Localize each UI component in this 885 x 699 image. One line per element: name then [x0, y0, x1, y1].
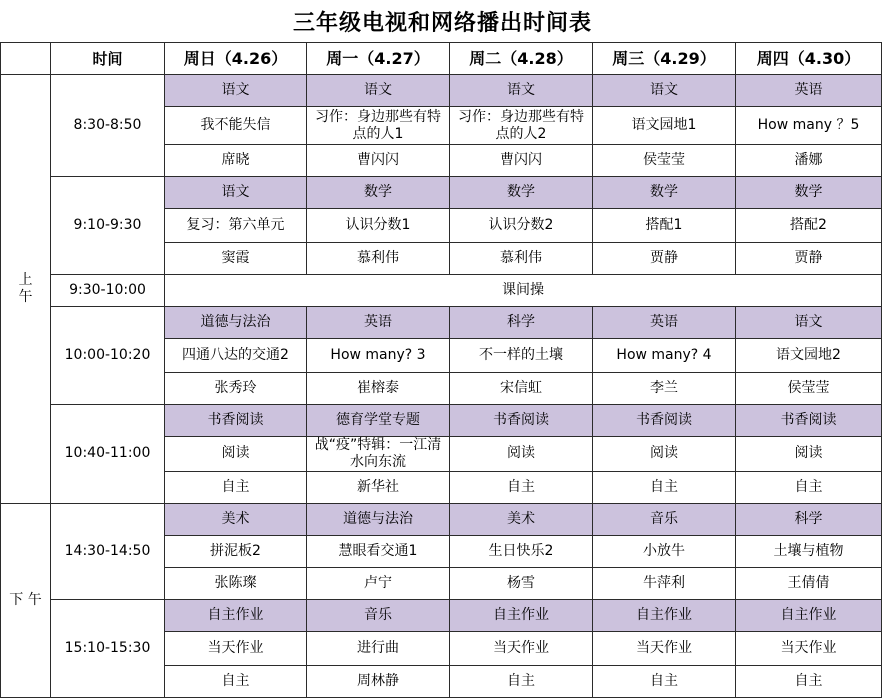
- topic-cell: 习作：身边那些有特点的人1: [307, 107, 450, 145]
- subject-cell: 道德与法治: [307, 503, 450, 535]
- subject-cell: 数学: [450, 177, 593, 209]
- subject-cell: 英语: [736, 75, 882, 107]
- break-row: [1, 275, 882, 307]
- teacher-cell: 新华社: [307, 471, 450, 503]
- teacher-cell: 潘娜: [736, 145, 882, 177]
- period-morning-label: 上午: [18, 272, 33, 305]
- topic-cell: 拼泥板2: [165, 535, 307, 567]
- period-afternoon: [1, 503, 51, 697]
- period-morning: [1, 75, 51, 504]
- teacher-cell: 卢宁: [307, 567, 450, 599]
- teacher-cell: 曹闪闪: [307, 145, 450, 177]
- topic-cell: 搭配2: [736, 209, 882, 243]
- subject-cell: 道德与法治: [165, 307, 307, 339]
- teacher-cell: 张陈璨: [165, 567, 307, 599]
- subject-cell: 美术: [450, 503, 593, 535]
- subject-cell: 科学: [450, 307, 593, 339]
- teacher-cell: 自主: [450, 471, 593, 503]
- subject-cell: 书香阅读: [450, 405, 593, 437]
- day-header-0: 周日（4.26）: [165, 43, 307, 75]
- time-header: 时间: [51, 43, 165, 75]
- subject-cell: 书香阅读: [593, 405, 736, 437]
- subject-cell: 语文: [736, 307, 882, 339]
- subject-cell: 德育学堂专题: [307, 405, 450, 437]
- topic-cell: 进行曲: [307, 631, 450, 665]
- teacher-cell: 自主: [736, 665, 882, 697]
- teacher-cell: 王倩倩: [736, 567, 882, 599]
- subject-cell: 音乐: [307, 599, 450, 631]
- topic-cell: 战“疫”特辑：一江清水向东流: [307, 437, 450, 472]
- topic-cell: 复习：第六单元: [165, 209, 307, 243]
- topic-cell: How many ？5: [736, 107, 882, 145]
- schedule-table: [0, 42, 882, 698]
- topic-cell: 慧眼看交通1: [307, 535, 450, 567]
- teacher-cell: 牛萍利: [593, 567, 736, 599]
- teacher-cell: 自主: [165, 471, 307, 503]
- subject-cell: 语文: [165, 75, 307, 107]
- subject-cell: 自主作业: [736, 599, 882, 631]
- subject-cell: 语文: [450, 75, 593, 107]
- topic-cell: How many? 3: [307, 339, 450, 373]
- time-slot: 15:10-15:30: [51, 599, 165, 697]
- slot-2-subjects-row: [1, 307, 882, 339]
- topic-cell: 我不能失信: [165, 107, 307, 145]
- subject-cell: 书香阅读: [165, 405, 307, 437]
- topic-cell: 阅读: [165, 437, 307, 472]
- topic-cell: How many? 4: [593, 339, 736, 373]
- break-label: 课间操: [165, 275, 882, 307]
- teacher-cell: 自主: [165, 665, 307, 697]
- teacher-cell: 自主: [593, 471, 736, 503]
- teacher-cell: 窦霞: [165, 243, 307, 275]
- topic-cell: 土壤与植物: [736, 535, 882, 567]
- topic-cell: 四通八达的交通2: [165, 339, 307, 373]
- teacher-cell: 自主: [593, 665, 736, 697]
- teacher-cell: 席晓: [165, 145, 307, 177]
- subject-cell: 语文: [593, 75, 736, 107]
- teacher-cell: 贾静: [593, 243, 736, 275]
- schedule-title: 三年级电视和网络播出时间表: [292, 9, 592, 36]
- subject-cell: 数学: [307, 177, 450, 209]
- topic-cell: 阅读: [450, 437, 593, 472]
- day-header-2: 周二（4.28）: [450, 43, 593, 75]
- slot-5-subjects-row: [1, 599, 882, 631]
- break-time: 9:30-10:00: [51, 275, 165, 307]
- day-header-4: 周四（4.30）: [736, 43, 882, 75]
- teacher-cell: 自主: [736, 471, 882, 503]
- day-header-3: 周三（4.29）: [593, 43, 736, 75]
- slot-4-subjects-row: [1, 503, 882, 535]
- topic-cell: 当天作业: [165, 631, 307, 665]
- time-slot: 9:10-9:30: [51, 177, 165, 275]
- time-slot: 8:30-8:50: [51, 75, 165, 177]
- time-slot: 10:00-10:20: [51, 307, 165, 405]
- subject-cell: 科学: [736, 503, 882, 535]
- topic-cell: 语文园地1: [593, 107, 736, 145]
- subject-cell: 语文: [307, 75, 450, 107]
- topic-cell: 认识分数2: [450, 209, 593, 243]
- teacher-cell: 李兰: [593, 373, 736, 405]
- time-slot: 10:40-11:00: [51, 405, 165, 504]
- teacher-cell: 慕利伟: [307, 243, 450, 275]
- teacher-cell: 自主: [450, 665, 593, 697]
- teacher-cell: 周林静: [307, 665, 450, 697]
- topic-cell: 阅读: [736, 437, 882, 472]
- subject-cell: 书香阅读: [736, 405, 882, 437]
- subject-cell: 英语: [593, 307, 736, 339]
- time-slot: 14:30-14:50: [51, 503, 165, 599]
- teacher-cell: 贾静: [736, 243, 882, 275]
- topic-cell: 习作：身边那些有特点的人2: [450, 107, 593, 145]
- subject-cell: 音乐: [593, 503, 736, 535]
- teacher-cell: 慕利伟: [450, 243, 593, 275]
- teacher-cell: 杨雪: [450, 567, 593, 599]
- period-afternoon-label: 下 午: [9, 591, 42, 608]
- topic-cell: 不一样的土壤: [450, 339, 593, 373]
- header-row: [1, 43, 882, 75]
- slot-1-subjects-row: [1, 177, 882, 209]
- period-header-cell: [1, 43, 51, 75]
- teacher-cell: 宋信虹: [450, 373, 593, 405]
- teacher-cell: 崔榕泰: [307, 373, 450, 405]
- subject-cell: 自主作业: [165, 599, 307, 631]
- teacher-cell: 侯莹莹: [736, 373, 882, 405]
- topic-cell: 阅读: [593, 437, 736, 472]
- topic-cell: 语文园地2: [736, 339, 882, 373]
- topic-cell: 生日快乐2: [450, 535, 593, 567]
- topic-cell: 当天作业: [593, 631, 736, 665]
- teacher-cell: 侯莹莹: [593, 145, 736, 177]
- subject-cell: 英语: [307, 307, 450, 339]
- subject-cell: 自主作业: [450, 599, 593, 631]
- day-header-1: 周一（4.27）: [307, 43, 450, 75]
- subject-cell: 数学: [736, 177, 882, 209]
- topic-cell: 当天作业: [736, 631, 882, 665]
- subject-cell: 自主作业: [593, 599, 736, 631]
- slot-3-subjects-row: [1, 405, 882, 437]
- topic-cell: 搭配1: [593, 209, 736, 243]
- teacher-cell: 张秀玲: [165, 373, 307, 405]
- slot-0-subjects-row: [1, 75, 882, 107]
- topic-cell: 小放牛: [593, 535, 736, 567]
- subject-cell: 美术: [165, 503, 307, 535]
- subject-cell: 数学: [593, 177, 736, 209]
- teacher-cell: 曹闪闪: [450, 145, 593, 177]
- topic-cell: 当天作业: [450, 631, 593, 665]
- subject-cell: 语文: [165, 177, 307, 209]
- topic-cell: 认识分数1: [307, 209, 450, 243]
